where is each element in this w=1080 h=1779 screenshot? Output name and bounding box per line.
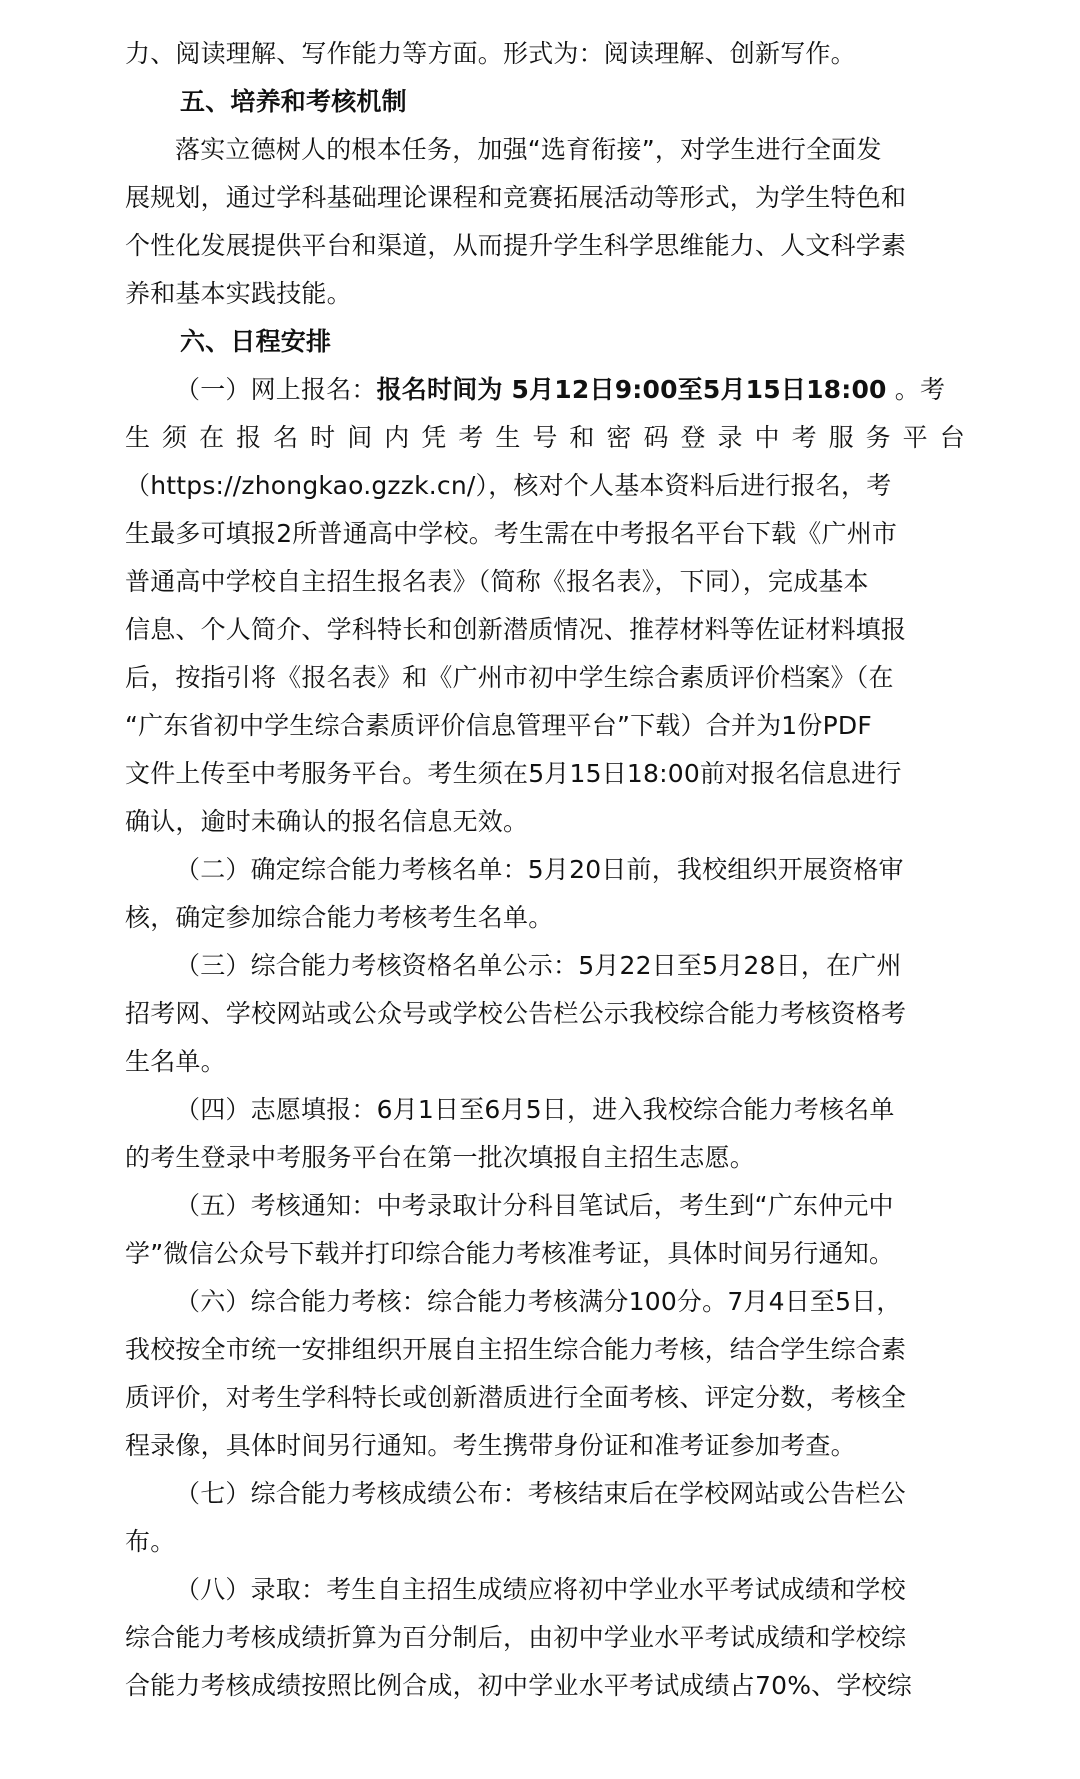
char: 登 (680, 423, 706, 452)
char: 务 (865, 423, 891, 452)
paragraph-line: （四）志愿填报：6月1日至6月5日，进入我校综合能力考核名单 (175, 1095, 895, 1124)
paragraph-line: 力、阅读理解、写作能力等方面。形式为：阅读理解、创新写作。 (125, 39, 856, 68)
paragraph-line: 招考网、学校网站或公众号或学校公告栏公示我校综合能力考核资格考 (125, 999, 907, 1028)
char: 生 (125, 423, 151, 452)
paragraph-line: 普通高中学校自主招生报名表》（简称《报名表》，下同），完成基本 (125, 567, 869, 596)
registration-time: 报名时间为 5月12日9:00至5月15日18:00 (376, 375, 887, 404)
paragraph-line: 生最多可填报2所普通高中学校。考生需在中考报名平台下载《广州市 (125, 519, 898, 548)
paragraph-line: 我校按全市统一安排组织开展自主招生综合能力考核，结合学生综合素 (125, 1335, 907, 1364)
paragraph-line: 落实立德树人的根本任务，加强“选育衔接”，对学生进行全面发 (175, 135, 882, 164)
char: 报 (236, 423, 262, 452)
char: 间 (347, 423, 373, 452)
paragraph-text: 。考 (886, 375, 946, 404)
paragraph-line: 信息、个人简介、学科特长和创新潜质情况、推荐材料等佐证材料填报 (125, 615, 907, 644)
paragraph-line: 合能力考核成绩按照比例合成，初中学业水平考试成绩占70%、学校综 (125, 1671, 912, 1700)
paragraph-line: 综合能力考核成绩折算为百分制后，由初中学业水平考试成绩和学校综 (125, 1623, 907, 1652)
section-heading-6: 六、日程安排 (180, 327, 332, 356)
section-heading-5: 五、培养和考核机制 (180, 87, 407, 116)
char: 号 (532, 423, 558, 452)
paragraph-line: （五）考核通知：中考录取计分科目笔试后，考生到“广东仲元中 (175, 1191, 894, 1220)
char: 内 (384, 423, 410, 452)
paragraph-line-justified (125, 414, 965, 462)
paragraph-line (125, 366, 965, 414)
char: 台 (939, 423, 965, 452)
char: 在 (199, 423, 225, 452)
paragraph-line: 展规划，通过学科基础理论课程和竞赛拓展活动等形式，为学生特色和 (125, 183, 907, 212)
char: 考 (791, 423, 817, 452)
paragraph-line: （六）综合能力考核：综合能力考核满分100分。7月4日至5日， (175, 1287, 902, 1316)
item-label: （一）网上报名： (175, 375, 377, 404)
paragraph-line: （三）综合能力考核资格名单公示：5月22日至5月28日，在广州 (175, 951, 902, 980)
paragraph-line: 生名单。 (125, 1047, 226, 1076)
paragraph-line: （https://zhongkao.gzzk.cn/），核对个人基本资料后进行报名，考 (125, 471, 892, 500)
char: 服 (828, 423, 854, 452)
char: 码 (643, 423, 669, 452)
char: 平 (902, 423, 928, 452)
paragraph-line: 的考生登录中考服务平台在第一批次填报自主招生志愿。 (125, 1143, 756, 1172)
char: 考 (458, 423, 484, 452)
paragraph-line: （七）综合能力考核成绩公布：考核结束后在学校网站或公告栏公 (175, 1479, 906, 1508)
char: 密 (606, 423, 632, 452)
char: 生 (495, 423, 521, 452)
paragraph-line: 布。 (125, 1527, 176, 1556)
char: 凭 (421, 423, 447, 452)
paragraph-line: 程录像，具体时间另行通知。考生携带身份证和准考证参加考查。 (125, 1431, 856, 1460)
document-page (125, 30, 965, 1710)
paragraph-line: “广东省初中学生综合素质评价信息管理平台”下载）合并为1份PDF (125, 711, 872, 740)
char: 时 (310, 423, 336, 452)
paragraph-line: 学”微信公众号下载并打印综合能力考核准考证，具体时间另行通知。 (125, 1239, 895, 1268)
paragraph-line: （二）确定综合能力考核名单：5月20日前，我校组织开展资格审 (175, 855, 904, 884)
char: 名 (273, 423, 299, 452)
char: 录 (717, 423, 743, 452)
paragraph-line: 质评价，对考生学科特长或创新潜质进行全面考核、评定分数，考核全 (125, 1383, 907, 1412)
paragraph-line: 养和基本实践技能。 (125, 279, 352, 308)
paragraph-line: 确认，逾时未确认的报名信息无效。 (125, 807, 529, 836)
paragraph-line: 核，确定参加综合能力考核考生名单。 (125, 903, 554, 932)
paragraph-line: （八）录取：考生自主招生成绩应将初中学业水平考试成绩和学校 (175, 1575, 906, 1604)
paragraph-line: 后，按指引将《报名表》和《广州市初中学生综合素质评价档案》（在 (125, 663, 894, 692)
paragraph-line: 个性化发展提供平台和渠道，从而提升学生科学思维能力、人文科学素 (125, 231, 907, 260)
char: 中 (754, 423, 780, 452)
char: 须 (162, 423, 188, 452)
paragraph-line: 文件上传至中考服务平台。考生须在5月15日18:00前对报名信息进行 (125, 759, 902, 788)
char: 和 (569, 423, 595, 452)
